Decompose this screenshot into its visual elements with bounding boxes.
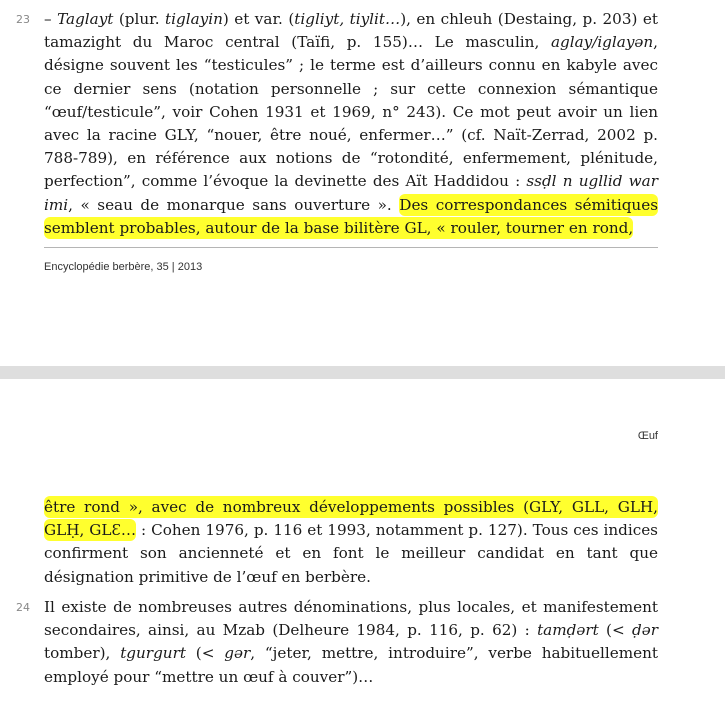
journal-footer: Encyclopédie berbère, 35 | 2013 bbox=[44, 261, 203, 273]
page-separator bbox=[0, 366, 725, 379]
paragraph-number-23: 23 bbox=[16, 13, 30, 26]
footer-divider bbox=[44, 247, 658, 248]
running-head: Œuf bbox=[637, 430, 658, 442]
paragraph-24: Il existe de nombreuses autres dénominations, plus locales, et manifestement secondaires, ainsi, au Mzab (Delheure 1984, p. 116, p. 62) : tamḍərt (< ḍər tomber), tgurgurt (< gər, “jeter, mettre, introduire”, verbe habituellement employé pour “mettre un œuf à couver”)… bbox=[44, 598, 658, 686]
paragraph-continuation: être rond », avec de nombreux développements possibles (GLY, GLL, GLH, GLḤ, GLƐ… : Cohen 1976, p. 116 et 1993, notamment p. 127). Tous ces indices confirment son ancienneté et en font le meilleur candidat en tant que désignation primitive de l’œuf en berbère. bbox=[44, 498, 658, 586]
highlighted-text: être rond », avec de nombreux développements possibles (GLY, GLL, GLH, GLḤ, GLƐ… bbox=[44, 498, 658, 540]
paragraph-23: – Taglayt (plur. tiglayin) et var. (tigliyt, tiylit…), en chleuh (Destaing, p. 203) et tamazight du Maroc central (Taïfi, p. 155)… Le masculin, aglay/iglayən, désigne souvent les “testicules” ; le terme est d’ailleurs connu en kabyle avec ce dernier sens (notation personnelle ; sur cette connexion sémantique “œuf/testicule”, voir Cohen 1931 et 1969, n° 243). Ce mot peut avoir un lien avec la racine GLY, “nouer, être noué, enfermer…” (cf. Naït-Zerrad, 2002 p. 788-789), en référence aux notions de “rotondité, enfermement, plénitude, perfection”, comme l’évoque la devinette des Aït Haddidou : ssḍl n ugllid war imi, « seau de monarque sans ouverture ». Des correspondances sémitiques semblent probables, autour de la base bilitère GL, « rouler, tourner en rond, bbox=[44, 10, 658, 237]
highlighted-text: Des correspondances sémitiques semblent probables, autour de la base bilitère GL, « rouler, tourner en rond, bbox=[44, 195, 658, 237]
paragraph-number-24: 24 bbox=[16, 601, 30, 614]
